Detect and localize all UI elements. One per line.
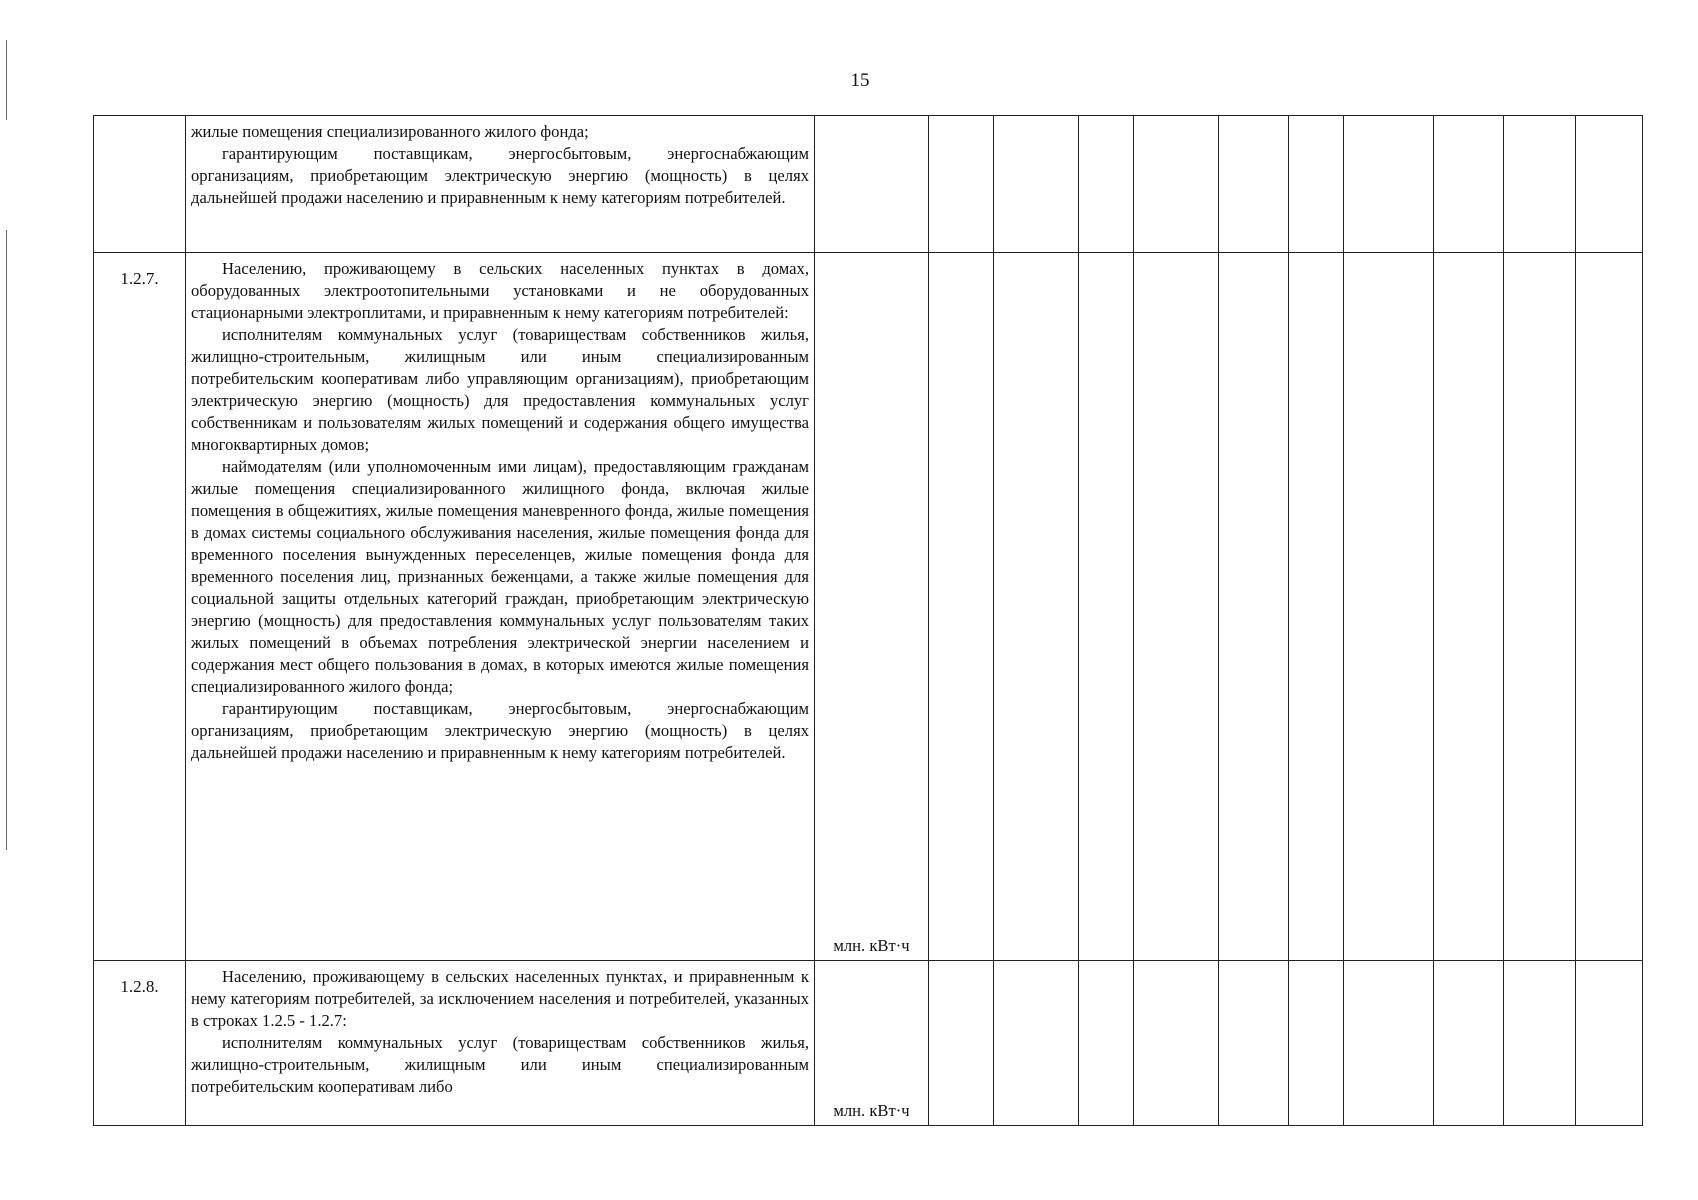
empty-cell xyxy=(1504,116,1576,253)
empty-cell xyxy=(1434,116,1504,253)
paragraph: исполнителям коммунальных услуг (товариществам собственников жилья, жилищно-строительным, жилищным или иным специализированным потребительским кооперативам либо управляющим организациям), приобретающим электрическую энергию (мощность) для предоставления коммунальных услуг собственникам и пользователям жилых помещений и содержания общего имущества многоквартирных домов; xyxy=(191,325,809,454)
empty-cell xyxy=(1079,961,1134,1126)
empty-cell xyxy=(929,116,994,253)
empty-cell xyxy=(1344,961,1434,1126)
row-description xyxy=(186,116,815,253)
paragraph: Населению, проживающему в сельских населенных пунктах, и приравненным к нему категориям потребителей, за исключением населения и потребителей, указанных в строках 1.2.5 - 1.2.7: xyxy=(191,967,809,1030)
paragraph: гарантирующим поставщикам, энергосбытовым, энергоснабжающим организациям, приобретающим электрическую энергию (мощность) в целях дальнейшей продажи населению и приравненным к нему категориям потребителей. xyxy=(191,144,809,207)
empty-cell xyxy=(1219,116,1289,253)
empty-cell xyxy=(929,961,994,1126)
paragraph: жилые помещения специализированного жилого фонда; xyxy=(191,122,589,141)
empty-cell xyxy=(1576,961,1643,1126)
empty-cell xyxy=(1576,116,1643,253)
empty-cell xyxy=(1134,961,1219,1126)
empty-cell xyxy=(1219,253,1289,961)
paragraph: наймодателям (или уполномоченным ими лицам), предоставляющим гражданам жилые помещения специализированного жилищного фонда, включая жилые помещения в общежитиях, жилые помещения маневренного фонда, жилые помещения в домах системы социального обслуживания населения, жилые помещения фонда для временного поселения вынужденных переселенцев, жилые помещения фонда для временного поселения лиц, признанных беженцами, а также жилые помещения для социальной защиты отдельных категорий граждан, приобретающим электрическую энергию (мощность) для предоставления коммунальных услуг пользователям таких жилых помещений в объемах потребления электрической энергии населением и содержания мест общего пользования в домах, в которых имеются жилые помещения специализированного жилого фонда; xyxy=(191,457,809,696)
empty-cell xyxy=(1289,116,1344,253)
unit-cell: млн. кВт·ч xyxy=(815,253,929,961)
empty-cell xyxy=(1134,253,1219,961)
table-row xyxy=(94,253,1643,961)
empty-cell xyxy=(929,253,994,961)
row-number: 1.2.7. xyxy=(94,253,186,961)
unit-cell xyxy=(815,116,929,253)
empty-cell xyxy=(994,253,1079,961)
empty-cell xyxy=(1079,116,1134,253)
paragraph: Населению, проживающему в сельских населенных пунктах в домах, оборудованных электроотопительными установками и не оборудованных стационарными электроплитами, и приравненным к нему категориям потребителей: xyxy=(191,259,809,322)
empty-cell xyxy=(1576,253,1643,961)
empty-cell xyxy=(1344,116,1434,253)
row-number: 1.2.8. xyxy=(94,961,186,1126)
empty-cell xyxy=(1434,961,1504,1126)
paragraph: исполнителям коммунальных услуг (товариществам собственников жилья, жилищно-строительным, жилищным или иным специализированным потребительским кооперативам либо xyxy=(191,1033,809,1096)
empty-cell xyxy=(1289,253,1344,961)
row-description xyxy=(186,961,815,1126)
page-number: 15 xyxy=(850,70,870,91)
empty-cell xyxy=(1219,961,1289,1126)
data-table xyxy=(93,115,1643,1126)
unit-cell: млн. кВт·ч xyxy=(815,961,929,1126)
row-description xyxy=(186,253,815,961)
empty-cell xyxy=(1289,961,1344,1126)
empty-cell xyxy=(1434,253,1504,961)
empty-cell xyxy=(1134,116,1219,253)
empty-cell xyxy=(994,961,1079,1126)
scan-edge-line xyxy=(6,230,7,850)
empty-cell xyxy=(1079,253,1134,961)
table-row xyxy=(94,116,1643,253)
empty-cell xyxy=(1504,961,1576,1126)
paragraph: гарантирующим поставщикам, энергосбытовым, энергоснабжающим организациям, приобретающим электрическую энергию (мощность) в целях дальнейшей продажи населению и приравненным к нему категориям потребителей. xyxy=(191,699,809,762)
row-number xyxy=(94,116,186,253)
table-row xyxy=(94,961,1643,1126)
empty-cell xyxy=(994,116,1079,253)
empty-cell xyxy=(1344,253,1434,961)
empty-cell xyxy=(1504,253,1576,961)
